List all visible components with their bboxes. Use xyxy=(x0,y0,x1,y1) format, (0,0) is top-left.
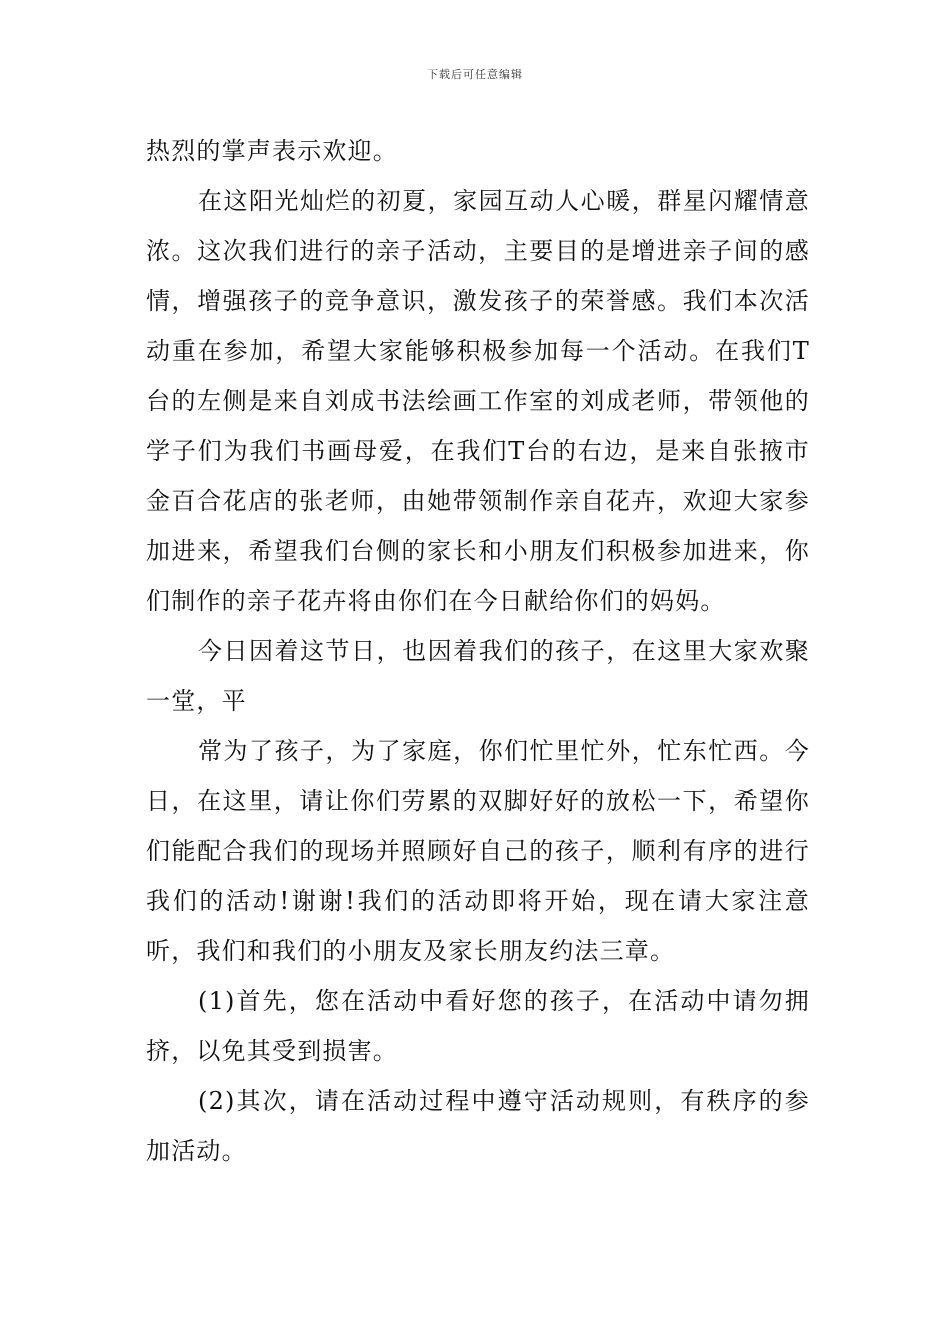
document-body xyxy=(146,126,810,1176)
page-header: 下载后可任意编辑 xyxy=(427,68,523,81)
paragraph-5: (1)首先，您在活动中看好您的孩子，在活动中请勿拥挤，以免其受到损害。 xyxy=(146,987,810,1065)
paragraph-3: 今日因着这节日，也因着我们的孩子，在这里大家欢聚一堂，平 xyxy=(146,637,810,715)
paragraph-2: 在这阳光灿烂的初夏，家园互动人心暖，群星闪耀情意浓。这次我们进行的亲子活动，主要目的是增进亲子间的感情，增强孩子的竞争意识，激发孩子的荣誉感。我们本次活动重在参加，希望大家能够积极参加每一个活动。在我们T台的左侧是来自刘成书法绘画工作室的刘成老师，带领他的学子们为我们书画母爱，在我们T台的右边，是来自张掖市金百合花店的张老师，由她带领制作亲自花卉，欢迎大家参加进来，希望我们台侧的家长和小朋友们积极参加进来，你们制作的亲子花卉将由你们在今日献给你们的妈妈。 xyxy=(146,187,810,615)
paragraph-6: (2)其次，请在活动过程中遵守活动规则，有秩序的参加活动。 xyxy=(146,1087,810,1165)
paragraph-1: 热烈的掌声表示欢迎。 xyxy=(146,137,398,165)
paragraph-4: 常为了孩子，为了家庭，你们忙里忙外，忙东忙西。今日，在这里，请让你们劳累的双脚好好的放松一下，希望你们能配合我们的现场并照顾好自己的孩子，顺利有序的进行我们的活动!谢谢!我们的活动即将开始，现在请大家注意听，我们和我们的小朋友及家长朋友约法三章。 xyxy=(146,737,810,965)
